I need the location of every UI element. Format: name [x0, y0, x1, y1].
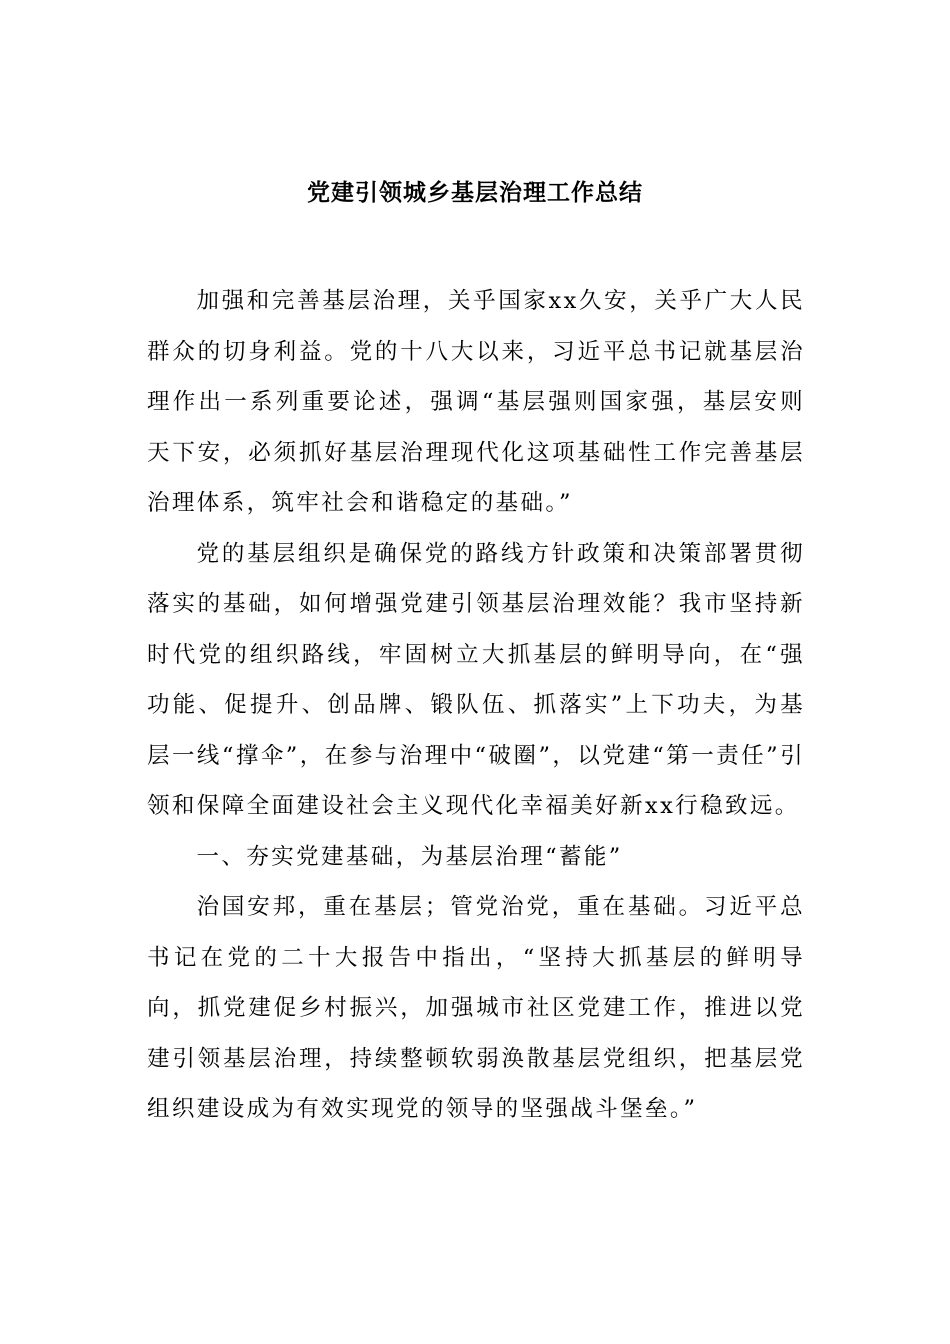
document-body	[147, 276, 805, 1135]
section-heading-1: 一、夯实党建基础，为基层治理“蓄能”	[196, 843, 623, 870]
paragraph-organization: 党的基层组织是确保党的路线方针政策和决策部署贯彻落实的基础，如何增强党建引领基层治理效能？我市坚持新时代党的组织路线，牢固树立大抓基层的鲜明导向，在“强功能、促提升、创品牌、锻队伍、抓落实”上下功夫，为基层一线“撑伞”，在参与治理中“破圈”，以党建“第一责任”引领和保障全面建设社会主义现代化幸福美好新xx行稳致远。	[147, 540, 805, 819]
document-title: 党建引领城乡基层治理工作总结	[307, 179, 643, 207]
paragraph-governance: 治国安邦，重在基层；管党治党，重在基础。习近平总书记在党的二十大报告中指出，“坚持大抓基层的鲜明导向，抓党建促乡村振兴，加强城市社区党建工作，推进以党建引领基层治理，持续整顿软弱涣散基层党组织，把基层党组织建设成为有效实现党的领导的坚强战斗堡垒。”	[147, 894, 805, 1122]
paragraph-intro: 加强和完善基层治理，关乎国家xx久安，关乎广大人民群众的切身利益。党的十八大以来，习近平总书记就基层治理作出一系列重要论述，强调“基层强则国家强，基层安则天下安，必须抓好基层治理现代化这项基础性工作完善基层治理体系，筑牢社会和谐稳定的基础。”	[147, 288, 805, 516]
